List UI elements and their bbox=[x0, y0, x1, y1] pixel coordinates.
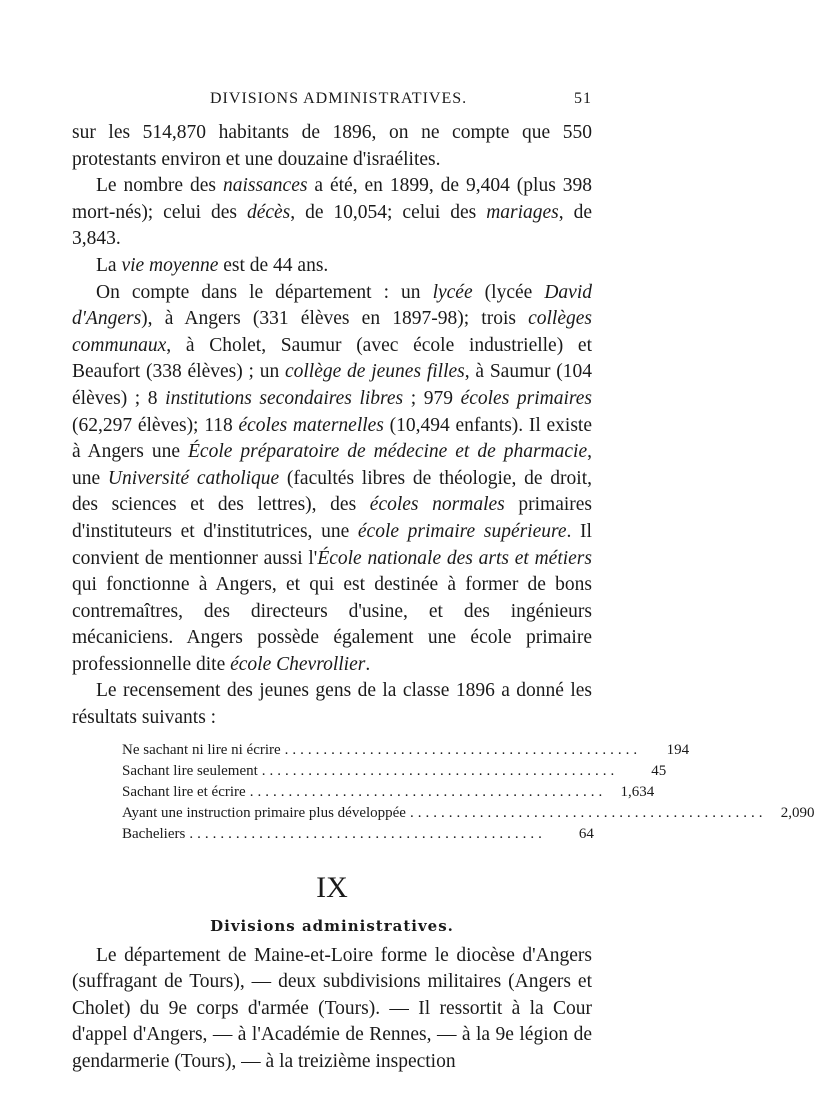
census-table bbox=[122, 740, 814, 845]
table-row: Ayant une instruction primaire plus développée .............................................. 2,090 bbox=[122, 804, 814, 821]
paragraph-4: On compte dans le département : un lycée (lycée David d'Angers), à Angers (331 élèves en 1897-98); trois collèges communaux, à Cholet, Saumur (avec école industrielle) et Beaufort (338 élèves) ; un collège de jeunes filles, à Saumur (104 élèves) ; 8 institutions secondaires libres ; 979 écoles primaires (62,297 élèves); 118 écoles maternelles (10,494 enfants). Il existe à Angers une École préparatoire de médecine et de pharmacie, une Université catholique (facultés libres de théologie, de droit, des sciences et des lettres), des écoles normales primaires d'instituteurs et d'institutrices, une école primaire supérieure. Il convient de mentionner aussi l'École nationale des arts et métiers qui fonctionne à Angers, et qui est destinée à former de bons contremaîtres, des directeurs d'usine, et des ingénieurs mécaniciens. Angers possède également une école primaire professionnelle dite école Chevrollier. bbox=[72, 281, 593, 675]
running-header bbox=[72, 88, 592, 114]
table-row: Sachant lire seulement .............................................. 45 bbox=[122, 762, 667, 779]
table-row: Bacheliers .............................................. 64 bbox=[122, 825, 594, 842]
paragraph-1: sur les 514,870 habitants de 1896, on ne compte que 550 protestants environ et une douzaine d'israélites. bbox=[72, 122, 592, 170]
running-title: DIVISIONS ADMINISTRATIVES. bbox=[210, 90, 468, 107]
paragraph-2: Le nombre des naissances a été, en 1899, de 9,404 (plus 398 mort-nés); celui des décès, de 10,054; celui des mariages, de 3,843. bbox=[72, 175, 593, 250]
page-number: 51 bbox=[574, 90, 592, 107]
body-text bbox=[72, 120, 592, 732]
paragraph-3: La vie moyenne est de 44 ans. bbox=[96, 254, 329, 276]
paragraph-6: Le département de Maine-et-Loire forme le diocèse d'Angers (suffragant de Tours), — deux subdivisions militaires (Angers et Cholet) du 9e corps d'armée (Tours). — Il ressortit à la Cour d'appel d'Angers, — à l'Académie de Rennes, — à la 9e légion de gendarmerie (Tours), — à la treizième inspection bbox=[72, 944, 592, 1073]
section-number: IX bbox=[316, 870, 348, 904]
body-text-2 bbox=[72, 943, 592, 1076]
table-row: Ne sachant ni lire ni écrire .............................................. 194 bbox=[122, 741, 690, 758]
table-row: Sachant lire et écrire .............................................. 1,634 bbox=[122, 783, 655, 800]
section-title: Divisions administratives. bbox=[210, 916, 454, 935]
page bbox=[72, 88, 814, 1076]
paragraph-5: Le recensement des jeunes gens de la classe 1896 a donné les résultats suivants : bbox=[72, 680, 592, 729]
